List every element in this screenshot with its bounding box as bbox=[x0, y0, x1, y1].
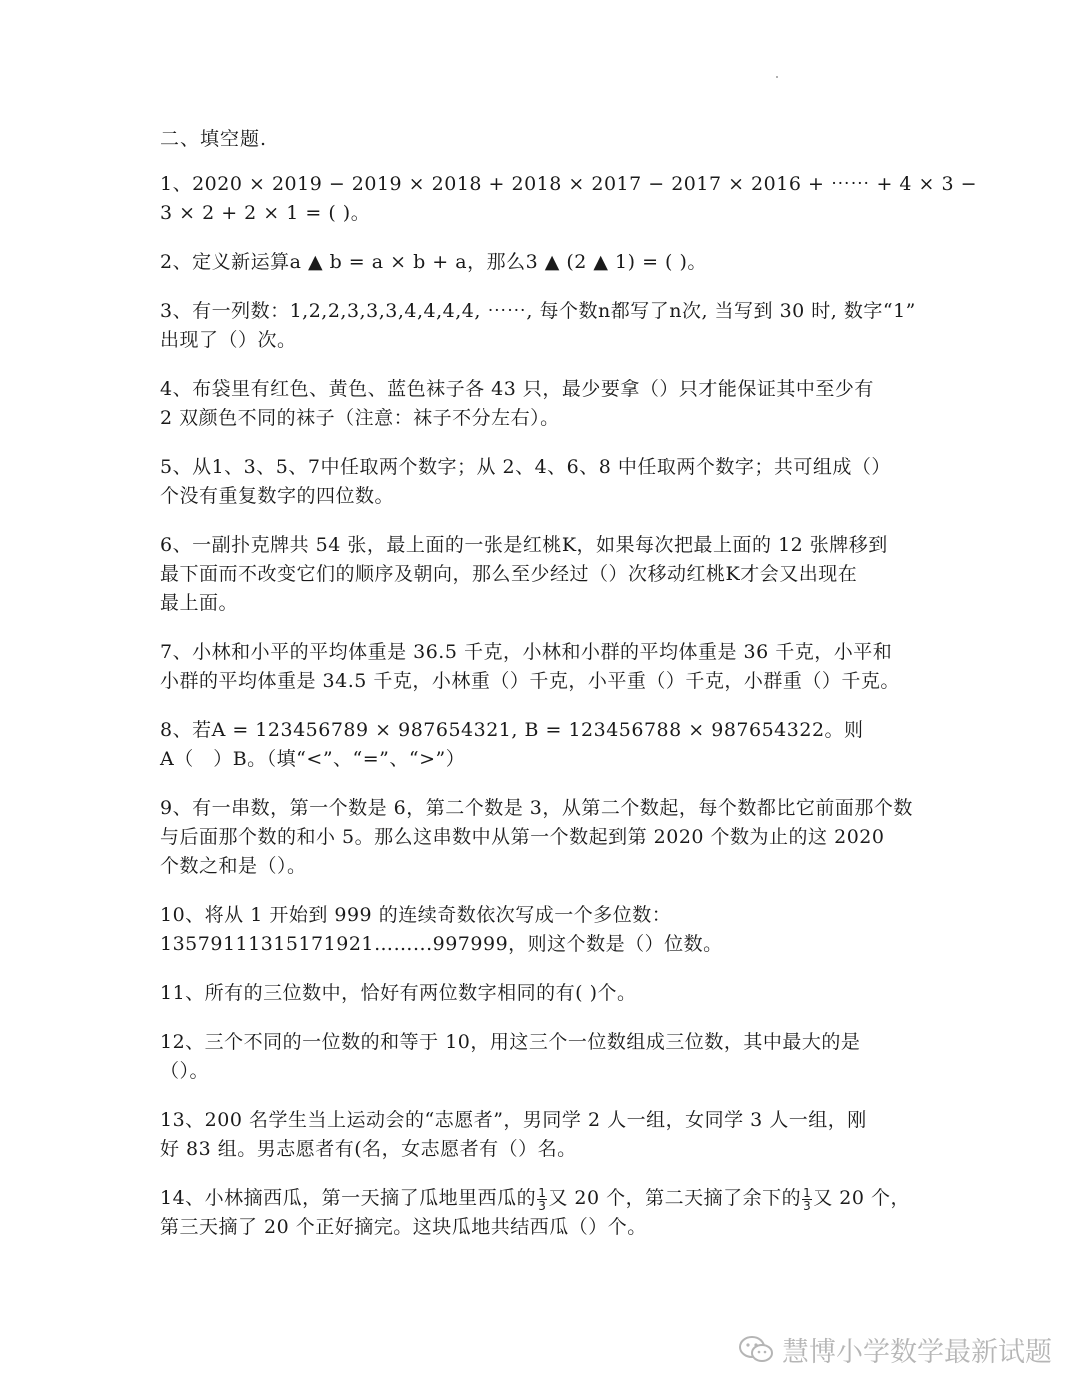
question-6-line-3: 最上面。 bbox=[160, 592, 239, 614]
question-7-line-1: 7、小林和小平的平均体重是 36.5 千克，小林和小群的平均体重是 36 千克，小平和 bbox=[160, 641, 893, 663]
question-6-line-2: 最下面而不改变它们的顺序及朝向，那么至少经过（）次移动红桃K才会又出现在 bbox=[160, 563, 858, 585]
question-1-line-1: 1、2020 × 2019 − 2019 × 2018 + 2018 × 2017 − 2017 × 2016 + ⋯⋯ + 4 × 3 − bbox=[160, 173, 978, 195]
question-6 bbox=[160, 531, 940, 618]
fraction-one-third: $\frac{1}{3}$ bbox=[538, 1185, 547, 1213]
question-10-line-2: 13579111315171921……...997999，则这个数是（）位数。 bbox=[160, 933, 723, 955]
question-13-line-2: 好 83 组。男志愿者有(名，女志愿者有（）名。 bbox=[160, 1138, 577, 1160]
question-list bbox=[160, 170, 978, 1164]
question-14 bbox=[160, 1184, 940, 1242]
question-1 bbox=[160, 170, 978, 228]
question-12-line-2: （）。 bbox=[160, 1060, 210, 1082]
stray-dot bbox=[776, 76, 778, 78]
question-6-line-1: 6、一副扑克牌共 54 张，最上面的一张是红桃K，如果每次把最上面的 12 张牌移到 bbox=[160, 534, 888, 556]
question-4 bbox=[160, 375, 940, 433]
question-9-line-1: 9、有一串数，第一个数是 6，第二个数是 3，从第二个数起，每个数都比它前面那个数 bbox=[160, 797, 913, 819]
question-11 bbox=[160, 979, 940, 1008]
question-10 bbox=[160, 901, 940, 959]
wechat-icon bbox=[738, 1335, 774, 1365]
question-11-line-1: 11、所有的三位数中，恰好有两位数字相同的有( )个。 bbox=[160, 982, 637, 1004]
question-13-line-1: 13、200 名学生当上运动会的“志愿者”，男同学 2 人一组，女同学 3 人一组，刚 bbox=[160, 1109, 867, 1131]
question-13 bbox=[160, 1106, 940, 1164]
question-2-line-1: 2、定义新运算a ▲ b = a × b + a，那么3 ▲ (2 ▲ 1) = ( )。 bbox=[160, 251, 707, 273]
question-1-line-2: 3 × 2 + 2 × 1 = ( )。 bbox=[160, 202, 371, 224]
question-4-line-2: 2 双颜色不同的袜子（注意：袜子不分左右）。 bbox=[160, 407, 560, 429]
question-12-line-1: 12、三个不同的一位数的和等于 10，用这三个一位数组成三位数，其中最大的是 bbox=[160, 1031, 861, 1053]
question-9 bbox=[160, 794, 940, 881]
question-9-line-3: 个数之和是（）。 bbox=[160, 855, 307, 877]
watermark-text: 慧博小学数学最新试题 bbox=[782, 1337, 1052, 1368]
question-3 bbox=[160, 297, 940, 355]
question-14-line-1: 14、小林摘西瓜，第一天摘了瓜地里西瓜的 $\frac{1}{3}$ 又 20 个，第二天摘了余下的 $\frac{1}{3}$ 又 20 个， bbox=[160, 1185, 910, 1213]
question-2 bbox=[160, 248, 940, 277]
question-7-line-2: 小群的平均体重是 34.5 千克，小林重（）千克，小平重（）千克，小群重（）千克。 bbox=[160, 670, 900, 692]
question-8-line-2: A（ ）B。（填“<”、“=”、“>”） bbox=[160, 748, 466, 770]
question-10-line-1: 10、将从 1 开始到 999 的连续奇数依次写成一个多位数： bbox=[160, 904, 672, 926]
question-5-line-1: 5、从1、3、5、7中任取两个数字；从 2、4、6、8 中任取两个数字；共可组成（） bbox=[160, 456, 891, 478]
question-5 bbox=[160, 453, 940, 511]
question-14-line-2: 第三天摘了 20 个正好摘完。这块瓜地共结西瓜（）个。 bbox=[160, 1216, 647, 1238]
question-8-line-1: 8、若A = 123456789 × 987654321, B = 123456788 × 987654322。则 bbox=[160, 719, 864, 741]
question-7 bbox=[160, 638, 940, 696]
question-4-line-1: 4、布袋里有红色、黄色、蓝色袜子各 43 只，最少要拿（）只才能保证其中至少有 bbox=[160, 378, 874, 400]
question-8 bbox=[160, 716, 940, 774]
fraction-one-third: $\frac{1}{3}$ bbox=[803, 1185, 812, 1213]
question-5-line-2: 个没有重复数字的四位数。 bbox=[160, 485, 395, 507]
question-3-line-2: 出现了（）次。 bbox=[160, 329, 297, 351]
watermark bbox=[738, 1330, 1052, 1369]
question-9-line-2: 与后面那个数的和小 5。那么这串数中从第一个数起到第 2020 个数为止的这 2020 bbox=[160, 826, 885, 848]
worksheet bbox=[160, 124, 978, 1262]
section-title: 二、填空题. bbox=[160, 128, 268, 150]
question-12 bbox=[160, 1028, 940, 1086]
question-3-line-1: 3、有一列数：1,2,2,3,3,3,4,4,4,4, ⋯⋯, 每个数n都写了n次, 当写到 30 时, 数字“1” bbox=[160, 300, 916, 322]
